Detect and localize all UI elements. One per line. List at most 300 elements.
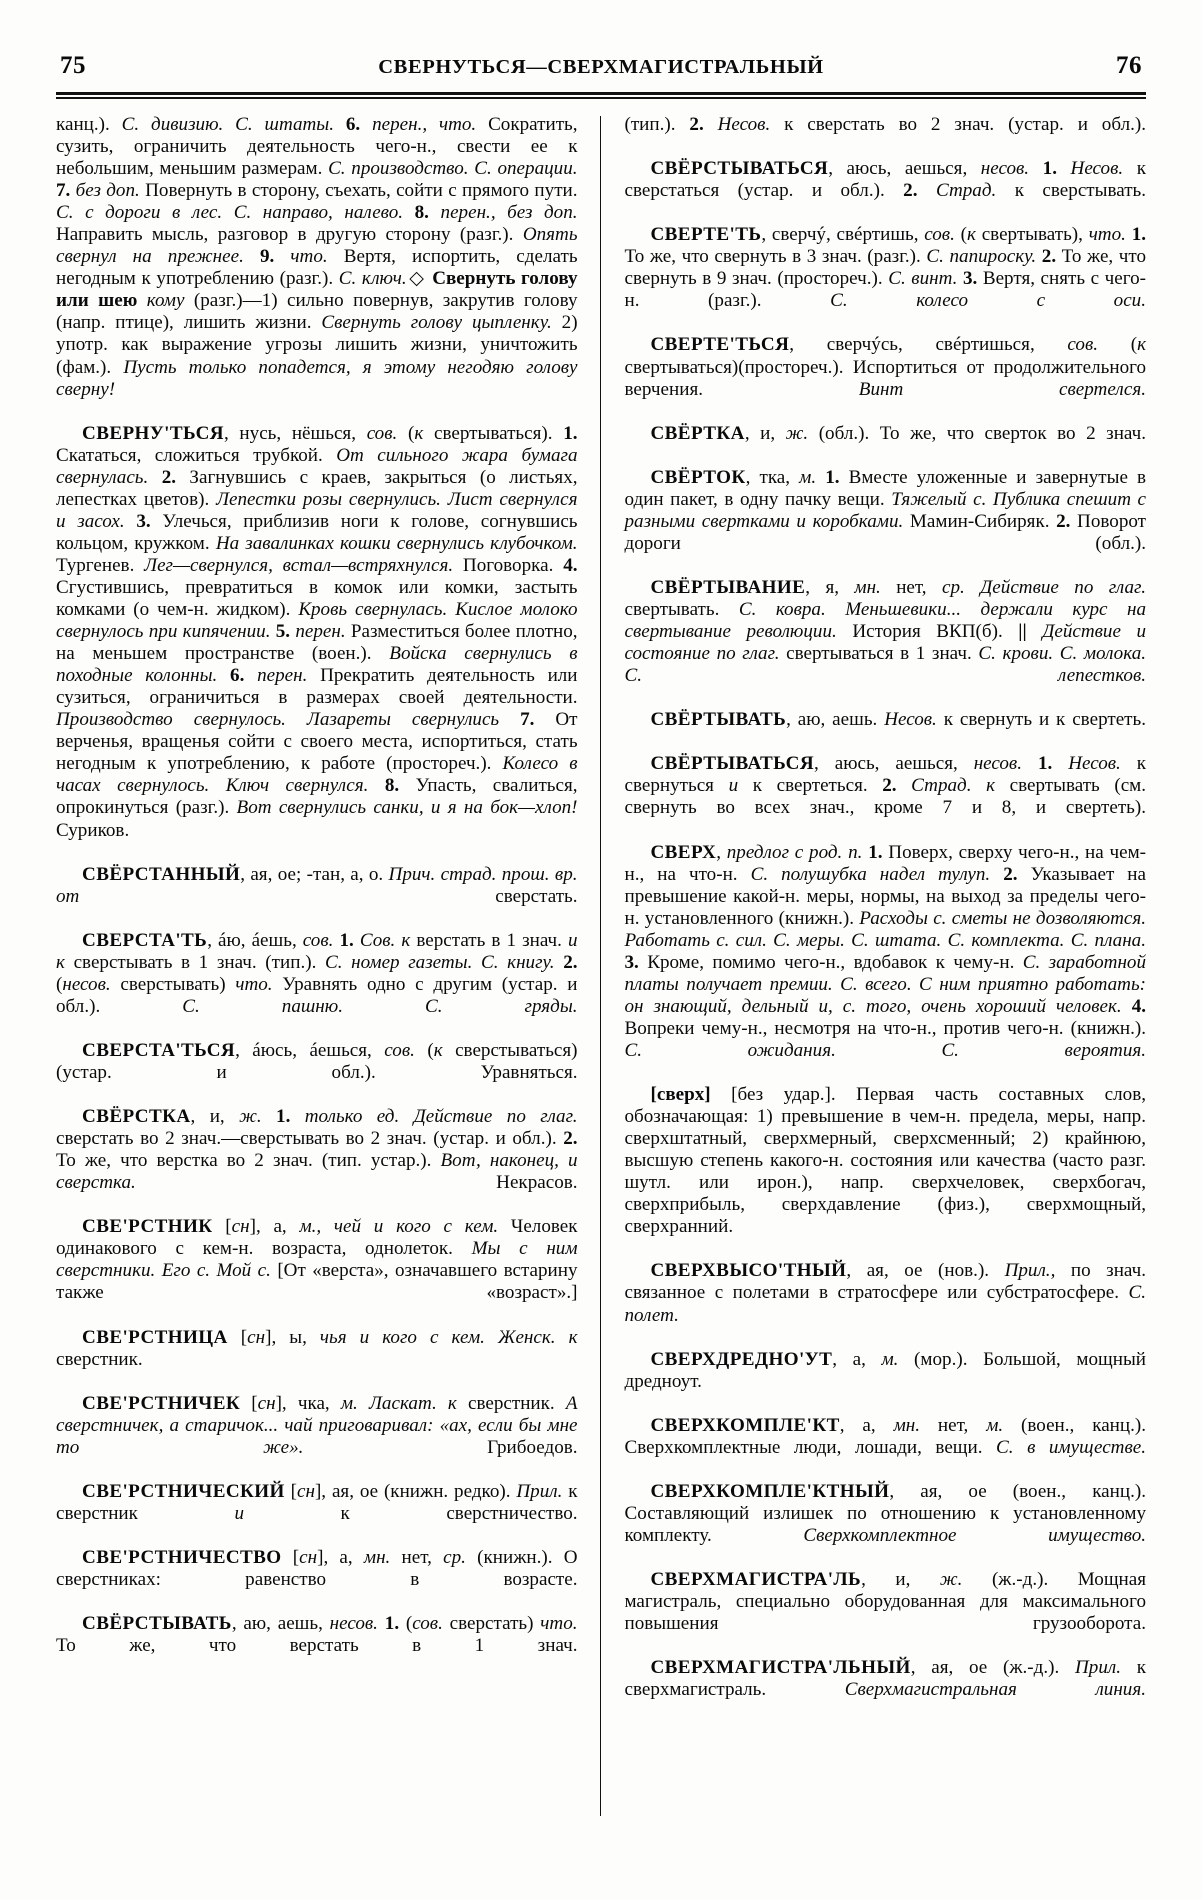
italic-text: ср. Действие по глаг. [941, 576, 1147, 598]
roman-text: Суриков. [56, 819, 130, 841]
italic-text: сов. [1067, 334, 1131, 356]
roman-text: [От «верста», означавшего встарину также «возраст».] [56, 1260, 578, 1304]
bold-text: 6. [230, 665, 258, 687]
roman-text: сверстник [56, 1502, 235, 1524]
italic-text: сов. [366, 422, 408, 444]
roman-text: (мор.). Большой, мощный дредноут. [624, 1348, 1147, 1392]
italic-text: С. полушубка надел тулуп. [750, 863, 1004, 885]
roman-text: к свернуть и к свертеть. [943, 709, 1147, 731]
italic-text: перен., без доп. [440, 202, 578, 224]
italic-text: Пусть только попадется, я этому негодяю голову сверну! [56, 356, 578, 400]
headword: СВЁРТЫВАТЬСЯ [650, 753, 815, 775]
italic-text: А сверстничек, а старичок... чай приговаривал: «ах, если бы мне то же». [56, 1392, 578, 1458]
headword: СВЕРХВЫСО'ТНЫЙ [650, 1260, 847, 1282]
roman-text: свертываться). [434, 422, 564, 444]
headword: СВЁРСТЫВАТЬ [82, 1613, 232, 1635]
roman-text: ], чка, [275, 1392, 341, 1414]
italic-text: Сверхкомплектное имущество. [803, 1525, 1147, 1546]
italic-text: Свернуть голову цыпленку. [321, 312, 562, 334]
roman-text: Вертя, испортить, сделать негодным к употреблению (разг.). [56, 246, 578, 290]
roman-text: Поверх, сверху чего-н., на чем-н., на что-н. [624, 841, 1147, 885]
roman-text: , áю, áешь, [207, 929, 303, 951]
roman-text: , и, [744, 422, 786, 444]
roman-text: свертываться в 1 знач. [786, 643, 979, 665]
italic-text: только ед. Действие по глаг. [304, 1106, 578, 1128]
italic-text: м. Ласкат. к [340, 1392, 468, 1414]
italic-text: сн [257, 1392, 276, 1414]
dictionary-entry [56, 1040, 578, 1106]
roman-text: (тип.). [624, 114, 690, 135]
roman-text: Указывает на превышение какой-н. меры, нормы, на выход за пределы чего-н. установленного (книжн.). [624, 863, 1147, 929]
roman-text: Направить мысль, разговор в другую сторону (разг.). [56, 224, 523, 246]
italic-text: Винт свертелся. [858, 378, 1147, 400]
headword: СВЁРТОК [650, 466, 746, 488]
roman-text: Улечься, приблизив ноги к голове, согнувшись кольцом, кружком. [56, 510, 578, 554]
roman-text: [ [212, 1216, 232, 1238]
roman-text: [без удар.]. Первая часть составных слов, обозначающая: 1) превышение в чем-н. предела, меры, напр. сверхштатный, сверхмерный, сверхсменный; 2) крайнюю, высшую степень какого-н. состояния или качества (часто разг. шутл. или ирон.), напр. сверхчеловек, сверхбогач, сверхприбыль, сверхдавление (физ.), сверхмощный, сверхранний. [624, 1084, 1147, 1238]
roman-text: Разместиться более плотно, на меньшем пространстве (воен.). [56, 621, 578, 665]
dictionary-entry [56, 1106, 578, 1216]
italic-text: Лепестки розы свернулись. Лист свернулся и засох. [56, 488, 578, 532]
dictionary-entry [56, 1327, 578, 1393]
roman-text: То же, что свернуть в 3 знач. (разг.). [624, 246, 927, 268]
bold-text: 3. [624, 951, 648, 973]
italic-text: несов. [973, 753, 1038, 775]
roman-text: к [568, 1480, 578, 1502]
dictionary-entry [56, 864, 578, 930]
bold-text: 3. [962, 268, 983, 290]
bold-text: 2. [1056, 510, 1078, 532]
roman-text: Грибоедов. [487, 1436, 578, 1458]
italic-text: Прил., [1004, 1260, 1071, 1282]
italic-text: Прил. [1075, 1657, 1137, 1679]
diamond-icon: ◇ [408, 268, 425, 290]
roman-text: свертываться)(простореч.). Испортиться от продолжительного верчения. [624, 356, 1147, 400]
italic-text: м. [986, 1414, 1022, 1436]
italic-text: сн [297, 1480, 315, 1502]
bold-text: 6. [345, 114, 373, 135]
bold-text: || [1018, 621, 1043, 643]
headword: СВЁРСТЫВАТЬСЯ [650, 158, 829, 180]
roman-text: , аюсь, аешься, [828, 158, 981, 180]
headword: СВЕРХКОМПЛЕ'КТНЫЙ [650, 1480, 890, 1502]
bold-text: [сверх] [650, 1084, 711, 1106]
roman-text: , ая, ое (ж.-д.). [910, 1657, 1076, 1679]
roman-text: ], ая, ое (книжн. редко). [314, 1480, 517, 1502]
roman-text: История ВКП(б). [852, 621, 1019, 643]
italic-text: Лег—свернулся, встал—встряхнулся. [144, 554, 463, 576]
italic-text: ж. [239, 1106, 277, 1128]
italic-text: От сильного жара бумага свернулась. [56, 444, 578, 488]
italic-text: С. пашню. С. гряды. [182, 995, 578, 1017]
roman-text: , аю, аешь, [231, 1613, 330, 1635]
roman-text: , аю, аешь. [786, 709, 885, 731]
roman-text: сверстничество. [446, 1502, 578, 1524]
bold-text: 1. [1037, 753, 1069, 775]
italic-text: и [234, 1502, 341, 1524]
bold-text: 1. [384, 1613, 406, 1635]
roman-text: , ая, ое; -тан, а, о. [240, 863, 389, 885]
italic-text: С. папироску. [926, 246, 1042, 268]
bold-text: Свернуть голову или шею [56, 268, 578, 312]
roman-text: , сверчýсь, свéртишься, [789, 334, 1068, 356]
roman-text: нет, [401, 1547, 444, 1569]
headword: СВЕРСТА'ТЬ [82, 929, 208, 951]
dictionary-entry [624, 423, 1146, 467]
roman-text: , аюсь, аешься, [814, 753, 974, 775]
italic-text: ср. [443, 1547, 478, 1569]
roman-text: (книжн.). О сверстниках: равенство в возрасте. [56, 1547, 578, 1591]
italic-text: перен., что. [372, 114, 489, 135]
dictionary-entry [56, 423, 578, 864]
headword: СВЕРТЕ'ТЬСЯ [650, 334, 790, 356]
italic-text: к [967, 224, 982, 246]
italic-text: перен. [295, 621, 351, 643]
dictionary-entry [624, 709, 1146, 753]
bold-text: 2. [903, 180, 936, 202]
italic-text: что. [540, 1613, 578, 1635]
headword: СВЁРСТКА [82, 1106, 191, 1128]
italic-text: к [433, 1039, 456, 1061]
italic-text: мн. [893, 1414, 938, 1436]
bold-text: 1. [563, 422, 578, 444]
bold-text: 2. [563, 951, 578, 973]
dictionary-entry [56, 1547, 578, 1613]
dictionary-entry [624, 842, 1146, 1085]
roman-text: к свертеться. [752, 775, 883, 797]
dictionary-entry [624, 158, 1146, 224]
roman-text: Сократить, сузить, ограничить деятельность чего-н., свести ее к небольшим, меньшим размерам. [56, 114, 578, 180]
italic-text: Тяжелый с. Публика спешит с разными свертками и коробками. [624, 488, 1147, 532]
dictionary-entry [56, 1613, 578, 1679]
italic-text: Кровь свернулась. Кислое молоко свернулось при кипячении. [56, 599, 578, 643]
page-number-right: 76 [1116, 52, 1142, 79]
bold-text: 1. [1131, 224, 1147, 246]
bold-text: 1. [1042, 158, 1071, 180]
roman-text: Уравнять одно с другим (устар. и обл.). [56, 973, 578, 1017]
roman-text: То же, что свернуть в 9 знач. (простореч.). [624, 246, 1147, 290]
headword: СВЕРСТА'ТЬСЯ [82, 1039, 236, 1061]
italic-text: чья [319, 1326, 360, 1348]
roman-text: сверстать во 2 знач.—сверстывать во 2 знач. (устар. и обл.). [56, 1128, 564, 1150]
roman-text: сверстник. [56, 1348, 143, 1370]
italic-text: кого с кем. [396, 1216, 511, 1238]
italic-text: С. дивизию. С. штаты. [121, 114, 346, 135]
roman-text: Поворот дороги (обл.). [624, 510, 1147, 554]
roman-text: сверстать. [495, 885, 578, 907]
italic-text: сн [247, 1326, 266, 1348]
bold-text: 2. [882, 775, 912, 797]
roman-text: к сверхмагистраль. [624, 1657, 1147, 1701]
roman-text: Прекратить деятельность или сузиться, ограничиться в размерах своей деятельности. [56, 665, 578, 709]
italic-text: Сверхмагистральная линия. [844, 1679, 1147, 1701]
italic-text: что. [290, 246, 344, 268]
bold-text: 1. [276, 1106, 305, 1128]
bold-text: 3. [136, 510, 163, 532]
roman-text: Поговорка. [462, 554, 564, 576]
italic-text: С. ожидания. С. вероятия. [624, 1039, 1147, 1061]
headword: СВЕРХ [650, 841, 717, 863]
headword: СВЕ'РСТНИЧЕК [82, 1392, 241, 1414]
bold-text: 4. [563, 554, 578, 576]
roman-text: Вертя, снять с чего-н. (разг.). [624, 268, 1147, 312]
italic-text: предлог с род. п. [726, 841, 869, 863]
italic-text: к [1137, 334, 1146, 356]
roman-text: Загнувшись с краев, закрыться (о листьях, лепестках цветов). [56, 466, 578, 510]
italic-text: На завалинках кошки свернулись клубочком. [215, 532, 578, 554]
italic-text: сн [299, 1547, 318, 1569]
dictionary-entry [56, 1216, 578, 1326]
italic-text: С. винт. [888, 268, 963, 290]
roman-text: Повернуть в сторону, съехать, сойти с прямого пути. [145, 180, 578, 202]
dictionary-entry [624, 334, 1146, 422]
bold-text: 1. [825, 466, 849, 488]
italic-text: несов. [980, 158, 1043, 180]
roman-text: сверстать) [449, 1613, 541, 1635]
roman-text: Вопреки чему-н., несмотря на что-н., против чего-н. (книжн.). [624, 1017, 1147, 1039]
italic-text: сов. [384, 1039, 428, 1061]
italic-text: несов. [62, 973, 121, 995]
page-number-left: 75 [60, 52, 86, 79]
roman-text: Мамин-Сибиряк. [909, 510, 1057, 532]
bold-text: 7. [520, 709, 556, 731]
italic-text: без доп. [75, 180, 146, 202]
italic-text: что. [1088, 224, 1132, 246]
italic-text: С. производство. С. операции. [328, 158, 578, 180]
italic-text: Несов. [1070, 158, 1137, 180]
roman-text: , а, [839, 1414, 894, 1436]
roman-text: сверстывать в 1 знач. (тип.). [73, 951, 325, 973]
bold-text: 2. [1041, 246, 1062, 268]
column-right [610, 114, 1146, 1854]
roman-text: То же, что верстать в 1 знач. [56, 1635, 578, 1657]
column-divider [600, 116, 603, 1816]
roman-text: , ая, ое (воен., канц.). Составляющий излишек по отношению к установленному комплекту. [624, 1480, 1147, 1546]
italic-text: и [359, 1326, 383, 1348]
roman-text: (разг.)—1) сильно повернув, закрутив голову (напр. птице), лишить жизни. [56, 290, 578, 334]
running-head [56, 52, 1146, 86]
headword: СВЕ'РСТНИЧЕСТВО [82, 1547, 282, 1569]
roman-text: Вместе уложенные и завернутые в один пакет, в одну пачку вещи. [624, 466, 1147, 510]
italic-text: Производство свернулось. Лазареты свернулись [56, 709, 521, 731]
headword: СВЁРТЫВАТЬ [650, 709, 787, 731]
italic-text: Вот, наконец, и сверстка. [56, 1150, 578, 1194]
italic-text: ж. [785, 422, 819, 444]
dictionary-entry [624, 1569, 1146, 1657]
italic-text: сов. [412, 1613, 450, 1635]
dictionary-entry [56, 1481, 578, 1547]
italic-text: Мы с ним сверстники. Его с. Мой с. [56, 1238, 578, 1282]
italic-text: Несов. [717, 114, 785, 135]
roman-text: [ [281, 1547, 300, 1569]
italic-text: Страд. к [911, 775, 1010, 797]
italic-text: сов. [924, 224, 961, 246]
roman-text: , сверчý, свéртишь, [761, 224, 925, 246]
roman-text: ], а, [249, 1216, 300, 1238]
italic-text: С. номер газеты. С. книгу. [324, 951, 564, 973]
italic-text: Сов. к [359, 929, 417, 951]
roman-text: сверстываться) (устар. и обл.). Уравняться. [56, 1039, 578, 1084]
italic-text: сн [231, 1216, 250, 1238]
italic-text: Вот свернулись санки, и я на бок—хлоп! [236, 797, 578, 819]
roman-text: к [340, 1502, 447, 1524]
roman-text: , и, [861, 1569, 940, 1591]
italic-text: кого с кем. [382, 1326, 498, 1348]
roman-text: ], а, [317, 1547, 364, 1569]
roman-text: сверстник. [468, 1392, 566, 1414]
roman-text: То же, что верстка во 2 знач. (тип. устар.). [56, 1150, 441, 1172]
dictionary-entry [624, 1349, 1146, 1415]
italic-text: ж. [939, 1569, 992, 1591]
headword: СВЕРХКОМПЛЕ'КТ [650, 1414, 840, 1436]
roman-text: , [716, 841, 727, 863]
italic-text: и к [56, 929, 578, 973]
dictionary-entry [624, 753, 1146, 841]
italic-text: и [728, 775, 753, 797]
italic-text: С. в имуществе. [996, 1436, 1146, 1458]
italic-text: несов. [329, 1613, 385, 1635]
italic-text: Страд. [935, 180, 1015, 202]
roman-text: Упасть, свалиться, опрокинуться (разг.). [56, 775, 578, 819]
italic-text: перен. [257, 665, 321, 687]
italic-text: С. заработной платы получает премии. С. всего. С ним приятно работать: он знающий, дельный и, с. того, очень хороший человек. [624, 951, 1147, 1017]
dictionary-entry [624, 1084, 1146, 1260]
italic-text: м. [881, 1348, 915, 1370]
italic-text: Расходы с. сметы не дозволяются. Работать с. сил. С. меры. С. штата. С. комплекта. С. плана. [624, 907, 1147, 951]
bold-text: 4. [1131, 995, 1147, 1017]
dictionary-entry [624, 224, 1146, 334]
roman-text: (ж.-д.). Мощная магистраль, специально оборудованная для максимального повышения грузооборота. [624, 1569, 1147, 1635]
italic-text: С. с дороги в лес. С. направо, налево. [56, 202, 415, 224]
italic-text: С. крови. С. молока. С. лепестков. [624, 643, 1147, 687]
bold-text: 1. [868, 841, 889, 863]
body-columns [56, 114, 1146, 1854]
roman-text: Некрасов. [496, 1172, 578, 1194]
bold-text: 9. [259, 246, 291, 268]
roman-text: , и, [190, 1106, 240, 1128]
roman-text: к сверстать во 2 знач. (устар. и обл.). [784, 114, 1147, 135]
headword: СВЕРХДРЕДНО'УТ [650, 1348, 833, 1370]
entry-continuation [56, 114, 578, 423]
bold-text: 2. [1003, 863, 1031, 885]
roman-text: [ [284, 1480, 297, 1502]
roman-text: ], ы, [265, 1326, 320, 1348]
roman-text: верстать в 1 знач. [416, 929, 568, 951]
italic-text: Несов. [884, 709, 944, 731]
italic-text: мн. [854, 576, 897, 598]
headword: СВЕ'РСТНИЦА [82, 1326, 228, 1348]
dictionary-entry [624, 1481, 1146, 1569]
roman-text: (обл.). То же, что сверток во 2 знач. [818, 422, 1147, 444]
bold-text: 1. [339, 929, 360, 951]
headword: СВЁРТЫВАНИЕ [650, 576, 806, 598]
roman-text: Сгустившись, превратиться в комок или комки, застыть комками (о чем-н. жидком). [56, 576, 578, 621]
roman-text: ( [405, 1613, 413, 1635]
italic-text: С. ключ. [338, 268, 407, 290]
italic-text: Опять свернул на прежнее. [56, 224, 578, 268]
roman-text: канц.). [56, 114, 122, 135]
roman-text: нет, [896, 576, 942, 598]
roman-text: [ [240, 1392, 258, 1414]
italic-text: м., чей [299, 1216, 374, 1238]
italic-text: С. колесо с оси. [830, 290, 1147, 312]
headword: СВЁРТКА [650, 422, 745, 444]
italic-text: мн. [363, 1547, 402, 1569]
roman-text: к сверстаться (устар. и обл.). [624, 158, 1147, 202]
italic-text: и [373, 1216, 397, 1238]
roman-text: , ая, ое (нов.). [846, 1260, 1005, 1282]
italic-text: Прич. страд. прош. вр. от [56, 863, 578, 907]
roman-text: , нусь, нёшься, [223, 422, 367, 444]
roman-text: свертывать. [624, 599, 739, 621]
roman-text: Тургенев. [56, 554, 145, 576]
roman-text: ( [408, 422, 415, 444]
column-left [56, 114, 592, 1854]
roman-text: нет, [937, 1414, 987, 1436]
dictionary-entry [624, 577, 1146, 709]
roman-text: ( [960, 224, 967, 246]
entry-continuation [624, 114, 1146, 158]
roman-text: ( [1130, 334, 1138, 356]
roman-text: 2) употр. как выражение угрозы лишить жизни, уничтожить (фам.). [56, 312, 578, 378]
roman-text: сверстывать) [120, 973, 236, 995]
headword: СВЕРТЕ'ТЬ [650, 224, 762, 246]
roman-text: ( [56, 973, 63, 995]
dictionary-entry [624, 467, 1146, 577]
bold-text: 2. [563, 1128, 578, 1150]
roman-text: свертывать (см. свернуть во всех знач., кроме 7 и 8, и свертеть). [624, 775, 1147, 819]
roman-text: (воен., канц.). Сверхкомплектные люди, лошади, вещи. [624, 1414, 1147, 1458]
headword: СВЕ'РСТНИК [82, 1216, 213, 1238]
bold-text: 7. [56, 180, 76, 202]
roman-text: к свернуться [624, 753, 1147, 797]
roman-text: свертывать), [981, 224, 1089, 246]
roman-text: , тка, [745, 466, 800, 488]
bold-text: 5. [275, 621, 296, 643]
bold-text: 8. [414, 202, 441, 224]
headword: СВЕРХМАГИСТРА'ЛЬ [650, 1569, 862, 1591]
headword: СВЁРСТАННЫЙ [82, 863, 241, 885]
italic-text: С. ковра. Меньшевики... держали курс на свертывание революции. [624, 599, 1147, 643]
italic-text: Прил. [516, 1480, 569, 1502]
headword: СВЕ'РСТНИЧЕСКИЙ [82, 1480, 285, 1502]
roman-text: Человек одинакового с кем-н. возраста, однолеток. [56, 1216, 578, 1260]
italic-text: что. [235, 973, 283, 995]
bold-text: 2. [689, 114, 718, 135]
roman-text: От верченья, вращенья сойти с своего места, испортиться, стать негодным к употреблению, к работе (простореч.). [56, 709, 578, 775]
dictionary-entry [56, 930, 578, 1040]
bold-text: 8. [384, 775, 416, 797]
italic-text: Действие и состояние по глаг. [624, 621, 1147, 665]
running-title: СВЕРНУТЬСЯ—СВЕРХМАГИСТРАЛЬНЫЙ [378, 56, 824, 78]
italic-text: м. [799, 466, 826, 488]
italic-text: сов. [302, 929, 340, 951]
dictionary-entry [624, 1657, 1146, 1723]
headword: СВЕРНУ'ТЬСЯ [82, 422, 224, 444]
italic-text: Женск. к [497, 1326, 578, 1348]
headword: СВЕРХМАГИСТРА'ЛЬНЫЙ [650, 1657, 911, 1679]
header-rule [56, 92, 1146, 99]
roman-text: , я, [805, 576, 855, 598]
italic-text: Колесо в часах свернулось. Ключ свернулся. [56, 753, 578, 797]
bold-text: 2. [161, 466, 190, 488]
dictionary-entry [56, 1393, 578, 1481]
italic-text: к [414, 422, 434, 444]
roman-text: по знач. связанное с полетами в стратосфере или субстратосфере. [624, 1260, 1147, 1304]
dictionary-entry [624, 1260, 1146, 1348]
roman-text: к сверстывать. [1014, 180, 1147, 202]
dictionary-entry [624, 1415, 1146, 1481]
